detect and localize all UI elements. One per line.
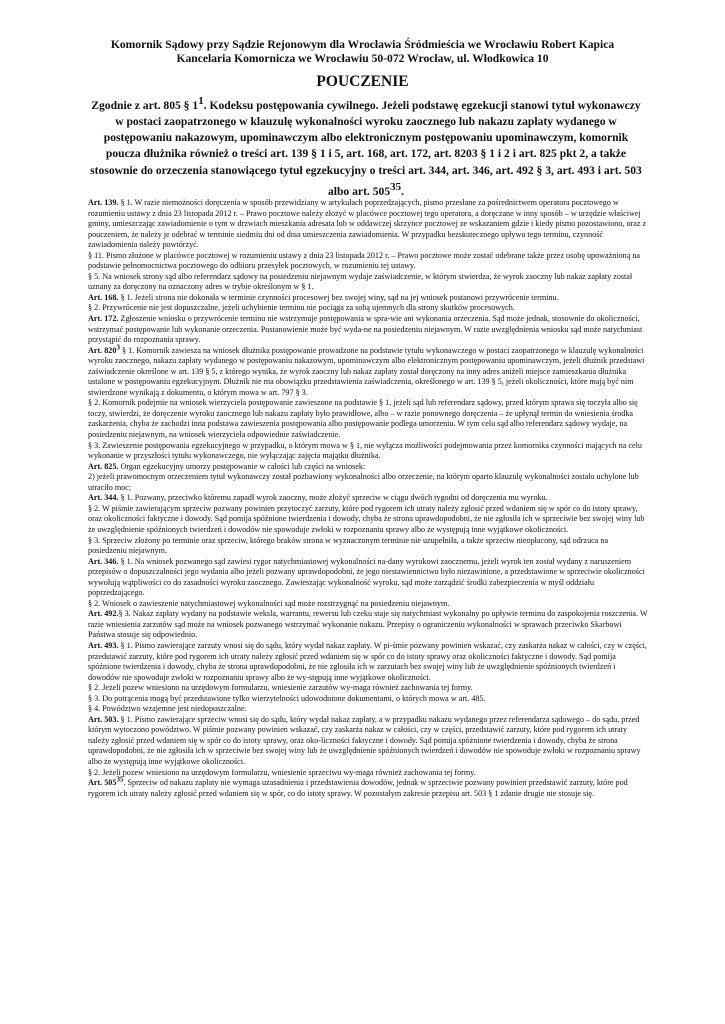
article-label	[88, 775, 124, 788]
article-label-text: Art. 820	[88, 345, 117, 355]
intro-text-c: .	[401, 184, 405, 198]
article-label-text: Art. 505	[88, 778, 117, 788]
article-493-para-1	[88, 641, 648, 683]
article-text: § 1. Pismo zawierające zarzuty wnosi się do sądu, który wydał nakaz zapłaty. W pi-śmie pozwany powinien wskazać, czy zaskarża nakaz w całości, czy w części, przedstawić zarzuty, które pod rygorem ich utraty należy zgłosić przed wdaniem się w spór co do istoty sprawy oraz okoliczności faktyczne i dowody. Sąd pomija spóźnione twierdzenia i dowody, chyba że strona uprawdopodobni, że nie zgłosiła ich w zarzutach bez swojej winy lub że uwzględnienie spóźnionych twierdzeń i dowodów nie spowoduje zwłoki w rozpoznaniu sprawy albo że wy-stępują inne wyjątkowe okoliczności.	[88, 640, 647, 682]
intro-superscript-35: 35	[390, 180, 402, 193]
article-344-para-2: § 2. W piśmie zawierającym sprzeciw pozwany powinien przytoczyć zarzuty, które pod rygorem ich utraty należy zgłosić przed wdaniem się w spór co do istoty sprawy, oraz okoliczności faktyczne i dowody. Sąd pomija spóźnione twierdzenia i dowody, chyba że strona uprawdopodobni, że nie zgłosiła ich w sprzeciwie bez swojej winy lub że uwzględnienie spóźnionych twierdzeń i dowodów nie spowoduje zwłoki w rozpoznaniu sprawy albo że występują inne wyjątkowe okoliczności.	[88, 503, 645, 534]
article-label: Art. 139.	[88, 198, 119, 207]
article-492-para-3	[88, 609, 648, 641]
article-label	[88, 342, 120, 355]
article-493-para-4: § 4. Powództwo wzajemne jest niedopuszczalne.	[88, 704, 247, 714]
article-text: § 3. Nakaz zapłaty wydany na podstawie weksla, warrantu, rewersu lub czeku staje się natychmiast wykonalny po upływie terminu do zaspokojenia roszczenia. W razie wniesienia zarzutów sąd może na wniosek pozwanego wstrzymać wykonanie nakazu. Przepisy o ograniczeniu wykonalności w sprawach przeciwko Skarbowi Państwa stosuje się odpowiednio.	[88, 609, 648, 640]
intro-text-a: Zgodnie z art. 805 § 1	[91, 98, 199, 112]
article-text: Organ egzekucyjny umorzy postępowanie w całości lub części na wniosek:	[118, 461, 366, 471]
article-8203-para-1	[88, 342, 648, 399]
article-346-para-2: § 2. Wniosek o zawieszenie natychmiastowej wykonalności sąd może rozstrzygnąć na posiedzeniu niejawnym.	[88, 598, 450, 608]
document-title: POUCZENIE	[316, 73, 409, 90]
article-label: Art. 825.	[88, 461, 119, 471]
article-superscript: 3	[116, 342, 120, 351]
document-header	[80, 38, 645, 66]
article-label: Art. 344.	[88, 493, 119, 503]
article-344-para-1	[88, 493, 648, 504]
article-503-para-1	[88, 715, 648, 768]
article-label: Art. 168.	[88, 292, 119, 302]
article-label: Art. 172.	[88, 314, 119, 324]
article-139-para-1	[88, 198, 648, 251]
article-493-para-2: § 2. Jeżeli pozew wniesiono na urzędowym formularzu, wniesienie zarzutów wy-maga również zachowania tej formy.	[88, 683, 473, 693]
article-label: Art. 492.	[88, 609, 119, 619]
article-346-para-1	[88, 557, 648, 599]
article-493-para-3: § 3. Do potrącenia mogą być przedstawione tylko wierzytelności udowodnione dokumentami, o których mowa w art. 485.	[88, 693, 486, 703]
article-text: § 1. Jeżeli strona nie dokonała w terminie czynności procesowej bez swojej winy, sąd na jej wniosek postanowi przywrócenie terminu.	[118, 292, 559, 302]
article-825	[88, 462, 648, 473]
intro-paragraph	[88, 93, 644, 200]
article-label: Art. 503.	[88, 714, 119, 724]
article-text: Zgłoszenie wniosku o przywrócenie terminu nie wstrzymuje postępowania w spra-wie ani wykonania orzeczenia. Sąd może jednak, stosownie do okoliczności, wstrzymać postępowanie lub wykonanie orzeczenia. Postanowienie może być wyda-ne na posiedzeniu niejawnym. W razie uwzględnienia wniosku sąd może natychmiast przystąpić do rozpoznania sprawy.	[88, 314, 643, 345]
article-text: . Sprzeciw od nakazu zapłaty nie wymaga uzasadnienia i przedstawienia dowodów, jednak w sprzeciwie pozwany powinien przedstawić zarzuty, które pod rygorem ich utraty należy zgłosić przed wdaniem się w spór, co do istoty sprawy. W pozostałym zakresie przepisu art. 503 § 1 zdanie drugie nie stosuje się.	[88, 778, 628, 798]
article-139-para-5: § 5. Na wniosek strony sąd albo referendarz sądowy na posiedzeniu niejawnym wydaje zaświadczenie, w którym stwierdza, że wyrok zaoczny lub nakaz zapłaty został uznany za doręczony na oznaczony adres w trybie określonym w § 1.	[88, 271, 633, 292]
intro-superscript-1: 1	[198, 95, 204, 107]
header-line-address: Kancelaria Komornicza we Wrocławiu 50-072 Wrocław, ul. Włodkowica 10	[176, 52, 549, 65]
article-139-para-2: § 11. Pismo złożone w placówce pocztowej w rozumieniu ustawy z dnia 23 listopada 2012 r. – Prawo pocztowe może zostać odebrane także przez osobę upoważnioną na podstawie pełnomocnictwa pocztowego do odbioru przesyłek pocztowych, w rozumieniu tej ustawy.	[88, 250, 641, 271]
article-text: § 1. Na wniosek pozwanego sąd zawiesi rygor natychmiastowej wykonalności na-dany wyrokowi zaocznemu, jeżeli wyrok ten został wydany z naruszeniem przepisów o dopuszczalności jego wydania albo jeżeli pozwany uprawdopodobni, że jego niestawiennictwo było niezawinione, a przedstawione w sprzeciwie okoliczności wywołują wątpliwości co do zasadności wyroku zaocznego. Zawieszając wykonalność wyroku, sąd może zarządzić środki zabezpieczenia w myśl oddziału poprzedzającego.	[88, 556, 645, 598]
article-50535	[88, 775, 648, 799]
article-superscript: 35	[116, 775, 124, 784]
article-168-para-2: § 2. Przywrócenie nie jest dopuszczalne, jeżeli uchybienie terminu nie pociąga za sobą ujemnych dla strony skutków procesowych.	[88, 303, 515, 313]
document-body	[88, 198, 648, 799]
article-label: Art. 346.	[88, 556, 119, 566]
article-168-para-1	[88, 293, 648, 304]
article-text: § 1. Pozwany, przeciwko któremu zapadł wyrok zaoczny, może złożyć sprzeciw w ciągu dwóch tygodni od doręczenia mu wyroku.	[118, 493, 548, 503]
article-text: § 1. W razie niemożności doręczenia w sposób przewidziany w artykułach poprzedzających, pismo przesłane za pośrednictwem operatora pocztowego w rozumieniu ustawy z dnia 23 listopada 2012 r. – Prawo pocztowe należy złożyć w placówce pocztowej tego operatora, a doręczane w inny sposób – w urzędzie właściwej gminy, umieszczając zawiadomienie o tym w drzwiach mieszkania adresata lub w oddawczej skrzynce pocztowej ze wskazaniem gdzie i kiedy pismo pozostawiono, oraz z pouczeniem, że należy je odebrać w terminie siedmiu dni od dnia umieszczenia zawiadomienia. W przypadku bezskutecznego upływu tego terminu, czynność zawiadomienia należy powtórzyć.	[88, 198, 647, 250]
article-text: § 1. Pismo zawierające sprzeciw wnosi się do sądu, który wydał nakaz zapłaty, a w przypadku nakazu wydanego przez referendarza sądowego – do sądu, przed którym wytoczono powództwo. W piśmie pozwany powinien wskazać, czy zaskarża nakaz w całości, czy w części, przedstawić zarzuty, które pod rygorem ich utraty należy zgłosić przed wdaniem się w spór co do istoty sprawy, oraz oko-liczności faktyczne i dowody. Sąd pomija spóźnione twierdzenia i dowody, chyba że strona uprawdopodobni, że nie zgłosiła ich w sprzeciwie bez swojej winy lub że uwzględnienie spóźnionych twierdzeń i dowodów nie spowoduje zwłoki w rozpoznaniu sprawy albo że występują inne wyjątkowe okoliczności.	[88, 714, 641, 766]
article-label: Art. 493.	[88, 640, 119, 650]
article-text: § 1. Komornik zawiesza na wniosek dłużnika postępowanie prowadzone na podstawie tytułu wykonawczego w postaci zaopatrzonego w klauzulę wykonalności wyroku zaocznego, nakazu zapłaty wydanego w postępowaniu nakazowym, upominawczym albo elektronicznym postępowaniu upominawczym, jeżeli dłużnik przedstawi zaświadczenie określone w art. 139 § 5, z którego wynika, że wyrok zaoczny lub nakaz zapłaty został doręczony na inny adres aniżeli miejsce zamieszkania dłużnika ustalone w postępowaniu egzekucyjnym. Dłużnik nie ma obowiązku przedstawienia zaświadczenia, określonego w art. 139 § 5, jeżeli okoliczności, które mają być nim stwierdzone wynikają z dokumentu, o którym mowa w art. 797 § 3.	[88, 345, 645, 397]
article-825-point-2: 2) jeżeli prawomocnym orzeczeniem tytuł wykonawczy został pozbawiony wykonalności albo orzeczenie, na którym oparto klauzulę wykonalności zostało uchylone lub utraciło moc;	[88, 472, 639, 492]
article-172	[88, 314, 648, 346]
header-line-office: Komornik Sądowy przy Sądzie Rejonowym dla Wrocławia Śródmieścia we Wrocławiu Robert Kapica	[110, 38, 615, 51]
article-503-para-2: § 2. Jeżeli pozew wniesiono na urzędowym formularzu, wniesienie sprzeciwu wy-maga również zachowania tej formy.	[88, 767, 476, 777]
article-344-para-3: § 3. Sprzeciw złożony po terminie oraz sprzeciw, którego braków strona w wyznaczonym terminie nie uzupełniła, a także sprzeciw nieopłacony, sąd odrzuca na posiedzeniu niejawnym.	[88, 535, 609, 556]
article-8203-para-3: § 3. Zawieszenie postępowania egzekucyjnego w przypadku, o którym mowa w § 1, nie wyłącza możliwości podejmowania przez komornika czynności mających na celu wykonanie w przyszłości tytułu wykonawczego, nie wyłączając zajęcia majątku dłużnika.	[88, 440, 642, 461]
intro-text-b: . Kodeksu postępowania cywilnego. Jeżeli podstawę egzekucji stanowi tytuł wykonawczy w postaci zaopatrzonego w klauzulę wykonalności wyroku zaocznego lub nakazu zapłaty wydanego w postępowaniu nakazowym, upominawczym albo elektronicznym postępowaniu upominawczym, komornik poucza dłużnika również o treści art. 139 § 1 i 5, art. 168, art. 172, art. 8203 § 1 i 2 i art. 825 pkt 2, a także stosownie do orzeczenia stanowiącego tytuł egzekucyjny o treści art. 344, art. 346, art. 492 § 3, art. 493 i art. 503 albo art. 505	[90, 98, 642, 198]
article-8203-para-2: § 2. Komornik podejmie na wniosek wierzyciela postępowanie zawieszone na podstawie § 1, jeżeli sąd lub referendarz sądowy, przed którym sprawa się toczyła albo się toczy, stwierdzi, że doręczenie wyroku zaocznego lub nakazu zapłaty było prawidłowe, albo – w razie ponownego doręczenia – że upłynął termin do wniesienia środka zaskarżenia, chyba że zachodzi inna podstawa zawieszenia postępowania albo postępowanie podlega umorzeniu. W tym celu sąd albo referendarz sądowy wydaje, na posiedzeniu niejawnym, na wniosek wierzyciela odpowiednie zaświadczenie.	[88, 398, 638, 440]
